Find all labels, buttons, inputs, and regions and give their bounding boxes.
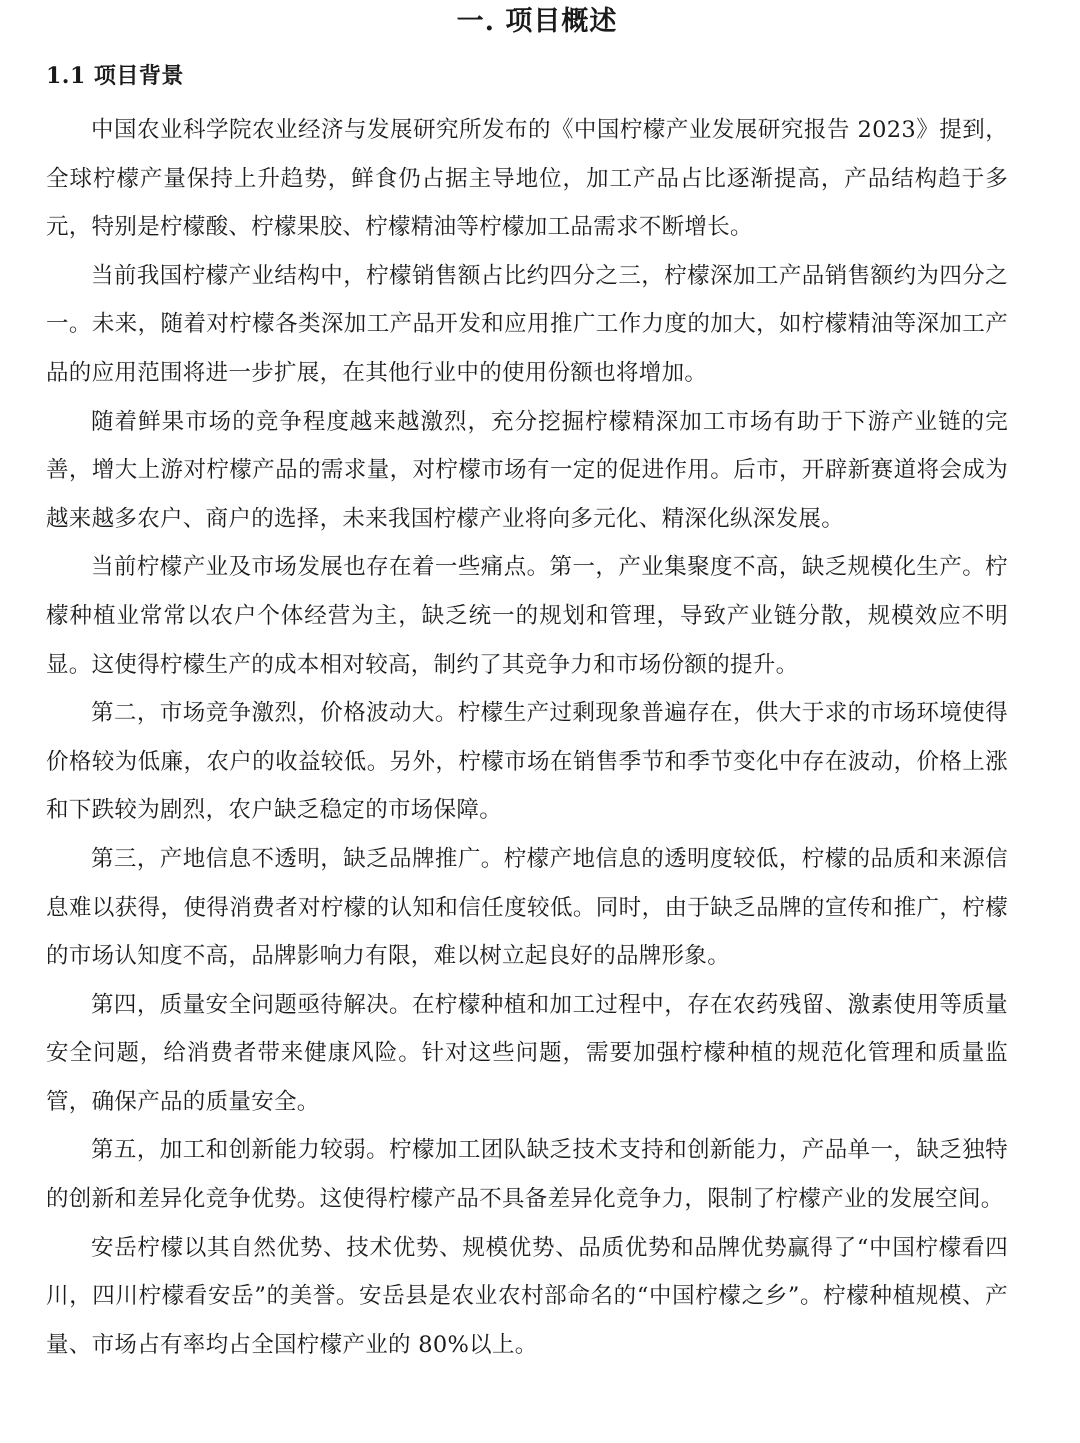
- paragraph-2: 当前我国柠檬产业结构中，柠檬销售额占比约四分之三，柠檬深加工产品销售额约为四分之一。未来，随着对柠檬各类深加工产品开发和应用推广工作力度的加大，如柠檬精油等深加工产品的应用范围将进一步扩展，在其他行业中的使用份额也将增加。: [46, 262, 1008, 386]
- paragraph-5: 第二，市场竞争激烈，价格波动大。柠檬生产过剩现象普遍存在，供大于求的市场环境使得价格较为低廉，农户的收益较低。另外，柠檬市场在销售季节和季节变化中存在波动，价格上涨和下跌较为剧烈，农户缺乏稳定的市场保障。: [46, 700, 1008, 824]
- paragraph-6: 第三，产地信息不透明，缺乏品牌推广。柠檬产地信息的透明度较低，柠檬的品质和来源信息难以获得，使得消费者对柠檬的认知和信任度较低。同时，由于缺乏品牌的宣传和推广，柠檬的市场认知度不高，品牌影响力有限，难以树立起良好的品牌形象。: [46, 845, 1008, 970]
- paragraph-1: 中国农业科学院农业经济与发展研究所发布的《中国柠檬产业发展研究报告 2023》提到，全球柠檬产量保持上升趋势，鲜食仍占据主导地位，加工产品占比逐渐提高，产品结构趋于多元，特别是柠檬酸、柠檬果胶、柠檬精油等柠檬加工品需求不断增长。: [46, 117, 1008, 241]
- section-title: 1.1 项目背景: [46, 63, 184, 89]
- paragraph-4: 当前柠檬产业及市场发展也存在着一些痛点。第一，产业集聚度不高，缺乏规模化生产。柠檬种植业常常以农户个体经营为主，缺乏统一的规划和管理，导致产业链分散，规模效应不明显。这使得柠檬生产的成本相对较高，制约了其竞争力和市场份额的提升。: [46, 554, 1008, 678]
- paragraph-3: 随着鲜果市场的竞争程度越来越激烈，充分挖掘柠檬精深加工市场有助于下游产业链的完善，增大上游对柠檬产品的需求量，对柠檬市场有一定的促进作用。后市，开辟新赛道将会成为越来越多农户、商户的选择，未来我国柠檬产业将向多元化、精深化纵深发展。: [46, 408, 1008, 532]
- chapter-title: 一. 项目概述: [456, 6, 618, 37]
- paragraph-7: 第四，质量安全问题亟待解决。在柠檬种植和加工过程中，存在农药残留、激素使用等质量安全问题，给消费者带来健康风险。针对这些问题，需要加强柠檬种植的规范化管理和质量监管，确保产品的质量安全。: [46, 991, 1008, 1115]
- paragraph-9: 安岳柠檬以其自然优势、技术优势、规模优势、品质优势和品牌优势赢得了“中国柠檬看四川，四川柠檬看安岳”的美誉。安岳县是农业农村部命名的“中国柠檬之乡”。柠檬种植规模、产量、市场占有率均占全国柠檬产业的 80%以上。: [46, 1234, 1008, 1358]
- paragraph-8: 第五，加工和创新能力较弱。柠檬加工团队缺乏技术支持和创新能力，产品单一，缺乏独特的创新和差异化竞争优势。这使得柠檬产品不具备差异化竞争力，限制了柠檬产业的发展空间。: [46, 1137, 1008, 1213]
